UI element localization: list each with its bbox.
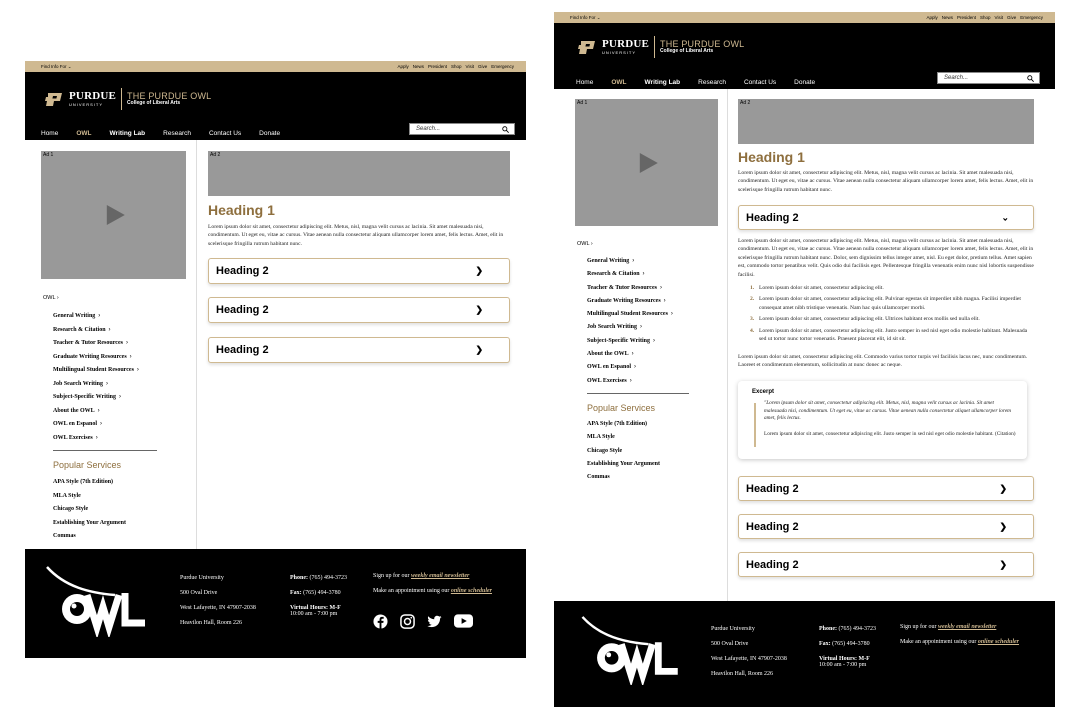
- body-paragraph: Lorem ipsum dolor sit amet, consectetur adipiscing elit. Metus, nisl, magna velit cursus ac lacinia. Sit amet malesuada nisi, condimentum. Ut eget eu, vitae ac cursus. Vitae aenean nulla consectetur aliquam ullamcorper lorem amet, felis lectus. Amet, elit in scelerisque fringilla rutrum habitant nunc. Dolor, sem dignissim tellus integer amet, nisl. Eu eget dolor, pretium tellus. Amet sapien est, commodo tortor penatibus velit. Quis odio dui facilisis eget. Pellentesque fringilla venenatis enim nunc nisl lobortis suspendisse facilisi.: [738, 238, 1034, 278]
- appointment-text: Make an appointment using our: [373, 588, 450, 594]
- brand-divider: [654, 36, 655, 58]
- utility-link-shop[interactable]: Shop: [980, 15, 991, 20]
- chevron-right-icon: ❯: [475, 265, 483, 276]
- search-placeholder: Search...: [944, 75, 969, 81]
- desktop-layout-collapsed: [25, 61, 526, 658]
- site-header: [25, 72, 526, 140]
- nav-contact-us[interactable]: Contact Us: [208, 130, 242, 137]
- owl-logo[interactable]: [45, 565, 155, 637]
- sidebar-item-job-search[interactable]: Job Search Writing ›: [53, 380, 109, 387]
- sidebar-item-general-writing[interactable]: General Writing ›: [53, 313, 101, 319]
- university-wordmark: UNIVERSITY: [69, 102, 104, 107]
- social-links: [373, 614, 473, 629]
- excerpt-quote-bar: [754, 403, 756, 447]
- search-input[interactable]: [937, 72, 1040, 84]
- accordion-heading: Heading 2: [746, 482, 799, 495]
- play-icon[interactable]: [106, 205, 124, 225]
- popular-item-argument[interactable]: Establishing Your Argument: [587, 460, 661, 467]
- sidebar-item-general-writing[interactable]: General Writing ›: [587, 258, 635, 264]
- excerpt-title: Excerpt: [752, 389, 775, 395]
- newsletter-link[interactable]: weekly email newsletter: [411, 573, 470, 579]
- popular-item-argument[interactable]: Establishing Your Argument: [53, 519, 127, 526]
- list-item: 1. Lorem ipsum dolor sit amet, consectetur adipiscing elit.: [750, 285, 884, 291]
- popular-item-apa[interactable]: APA Style (7th Edition): [587, 421, 648, 427]
- accordion-item[interactable]: [208, 297, 510, 323]
- sidebar: [554, 89, 728, 601]
- nav-contact-us[interactable]: Contact Us: [743, 79, 777, 86]
- accordion-item[interactable]: [738, 552, 1034, 577]
- ad-1-video[interactable]: [575, 99, 718, 226]
- accordion-item[interactable]: [738, 476, 1034, 501]
- nav-donate[interactable]: Donate: [259, 130, 281, 137]
- ad-label: Ad 1: [577, 100, 588, 106]
- nav-home[interactable]: Home: [41, 130, 59, 137]
- site-header: [554, 23, 1055, 89]
- list-item: 4. Lorem ipsum dolor sit amet, consectetur adipiscing elit. Justo semper in sed nisl eget odio molestie habitant. Malesuada sed ut tortor nunc tortor venenatis. Praesent placerat elit, id sit sit.: [750, 327, 1028, 342]
- sidebar-item-owl-espanol[interactable]: OWL en Espanol ›: [53, 421, 103, 427]
- newsletter-link[interactable]: weekly email newsletter: [938, 624, 997, 630]
- utility-bar: [554, 12, 1055, 23]
- excerpt-card: [738, 381, 1027, 459]
- chevron-right-icon: ❯: [475, 344, 483, 355]
- popular-item-chicago[interactable]: Chicago Style: [53, 506, 89, 512]
- search-input[interactable]: [409, 123, 515, 135]
- chevron-right-icon: ❯: [999, 483, 1007, 493]
- utility-link-president[interactable]: President: [957, 15, 977, 20]
- list-item: 2. Lorem ipsum dolor sit amet, consectetur adipiscing elit. Pulvinar egestas sit imperdiet nibh magna. Facilisi imperdiet consequat amet nibh tristique venenatis. Nam hac quis ullamcorper morbi.: [750, 296, 1021, 311]
- footer-address-line: Purdue University: [711, 626, 755, 632]
- footer-contact: [819, 626, 876, 677]
- sidebar-item-job-search[interactable]: Job Search Writing ›: [587, 324, 643, 331]
- site-footer: [25, 549, 526, 658]
- sidebar-item-subject-specific[interactable]: Subject-Specific Writing ›: [53, 394, 121, 400]
- sidebar-item-research-citation[interactable]: Research & Citation ›: [53, 326, 111, 333]
- college-name: College of Liberal Arts: [127, 100, 181, 107]
- popular-item-mla[interactable]: MLA Style: [587, 434, 615, 441]
- sidebar-item-multilingual[interactable]: Multilingual Student Resources ›: [587, 311, 673, 318]
- accordion-item-expanded[interactable]: [738, 205, 1034, 230]
- ad-label: Ad 1: [43, 152, 54, 158]
- brand-logo[interactable]: [578, 36, 744, 58]
- accordion-item[interactable]: [208, 258, 510, 284]
- sidebar-item-owl-exercises[interactable]: OWL Exercises ›: [587, 377, 632, 384]
- purdue-wordmark: PURDUE: [602, 38, 650, 50]
- utility-link-emergency[interactable]: Emergency: [1020, 15, 1043, 20]
- find-info-dropdown[interactable]: Find Info For ⌄: [41, 63, 72, 69]
- sidebar-item-teacher-tutor[interactable]: Teacher & Tutor Resources ›: [53, 340, 128, 346]
- accordion-heading: Heading 2: [746, 211, 799, 224]
- ad-1-video[interactable]: [41, 151, 186, 279]
- footer-links: [900, 624, 1030, 654]
- ad-label: Ad 2: [740, 100, 751, 106]
- popular-services-title: Popular Services: [53, 460, 122, 470]
- nav-research[interactable]: Research: [163, 130, 191, 137]
- intro-paragraph: Lorem ipsum dolor sit amet, consectetur adipiscing elit. Metus, nisl, magna velit cursus ac lacinia. Sit amet malesuada nisi, condimentum. Ut eget eu, vitae ac cursus. Vitae aenean nulla consectetur aliquam ullamcorper lorem amet, felis lectus. Amet, elit in scelerisque fringilla rutrum habitant nunc.: [208, 224, 504, 247]
- nav-writing-lab[interactable]: Writing Lab: [644, 79, 681, 86]
- utility-link-shop[interactable]: Shop: [451, 64, 462, 69]
- hours-value: 10:00 am - 7:00 pm: [819, 662, 867, 668]
- search-placeholder: Search...: [416, 126, 441, 132]
- sidebar-item-graduate-writing[interactable]: Graduate Writing Resources ›: [587, 297, 666, 304]
- footer-address-line: Heavilon Hall, Room 226: [711, 671, 773, 677]
- sidebar-item-owl-espanol[interactable]: OWL en Espanol ›: [587, 364, 637, 371]
- ad-label: Ad 2: [210, 152, 221, 158]
- university-wordmark: UNIVERSITY: [602, 50, 637, 55]
- utility-link-news[interactable]: News: [412, 64, 425, 69]
- sidebar-divider: [53, 450, 157, 451]
- utility-link-emergency[interactable]: Emergency: [491, 64, 514, 69]
- nav-owl[interactable]: OWL: [611, 79, 627, 86]
- fax-label: Fax:: [290, 590, 302, 596]
- footer-address-line: West Lafayette, IN 47907-2038: [180, 605, 256, 611]
- nav-writing-lab[interactable]: Writing Lab: [109, 130, 146, 137]
- scheduler-link[interactable]: online scheduler: [977, 639, 1019, 645]
- desktop-layout-expanded: [554, 12, 1055, 707]
- utility-links: [397, 64, 514, 69]
- find-info-dropdown[interactable]: Find Info For ⌄: [570, 14, 601, 20]
- owl-title: THE PURDUE OWL: [660, 38, 745, 49]
- nav-owl[interactable]: OWL: [76, 130, 92, 137]
- chevron-down-icon: ⌄: [1001, 212, 1009, 222]
- footer-contact: [290, 575, 347, 626]
- sidebar-menu: [53, 310, 139, 445]
- utility-link-apply[interactable]: Apply: [926, 15, 938, 20]
- popular-services-list: [53, 476, 126, 544]
- play-icon[interactable]: [639, 153, 657, 173]
- list-item: 3. Lorem ipsum dolor sit amet, consectetur adipiscing elit. Ultrices habitant eros mollis sed nulla elit.: [750, 316, 980, 323]
- hours-label: Virtual Hours: M-F: [290, 605, 341, 611]
- after-list-paragraph: Lorem ipsum dolor sit amet, consectetur adipiscing elit. Commodo varius tortor turpis vel facilisis lacus nec, nunc condimentum. Laoreet et condimentum elementum, sollicitudin at nunc donec ac neque.: [738, 354, 1028, 369]
- nav-research[interactable]: Research: [698, 79, 726, 86]
- accordion-item[interactable]: [208, 337, 510, 363]
- sidebar-divider: [587, 393, 689, 394]
- utility-link-apply[interactable]: Apply: [397, 64, 409, 69]
- excerpt-quote: "Lorem ipsum dolor sit amet, consectetur adipiscing elit. Metus, nisl, magna velit cursus ac lacinia. Sit amet malesuada nisi, condimentum. Ut eget eu, vitae ac cursus. Vitae aenean nulla consectetur aliquet ullamcorper lorem amet, felis lectus.: [764, 400, 1011, 422]
- popular-services-list: [587, 418, 660, 484]
- excerpt-citation: Lorem ipsum dolor sit amet, consectetur adipiscing elit. Justo semper in sed nisl eget odio molestie habitant. (Citation): [764, 431, 1016, 437]
- ordered-list: [750, 284, 1032, 346]
- search-icon[interactable]: [502, 126, 509, 133]
- fax-number: (765) 494-3780: [303, 590, 341, 596]
- accordion-heading: Heading 2: [216, 265, 269, 277]
- page-heading: Heading 1: [208, 202, 275, 218]
- sidebar: [25, 140, 197, 549]
- brand-logo[interactable]: [45, 88, 211, 110]
- utility-link-give[interactable]: Give: [477, 64, 488, 69]
- nav-home[interactable]: Home: [576, 79, 594, 86]
- sidebar-item-subject-specific[interactable]: Subject-Specific Writing ›: [587, 337, 655, 344]
- fax-label: Fax:: [819, 641, 831, 647]
- purdue-p-icon: [45, 93, 65, 106]
- footer-address-line: Purdue University: [180, 575, 224, 581]
- youtube-icon[interactable]: [454, 614, 473, 629]
- utility-link-president[interactable]: President: [428, 64, 448, 69]
- college-name: College of Liberal Arts: [660, 48, 714, 55]
- purdue-p-icon: [578, 41, 598, 54]
- popular-services-title: Popular Services: [587, 403, 656, 413]
- breadcrumb[interactable]: OWL ›: [577, 241, 593, 247]
- accordion-heading: Heading 2: [216, 304, 269, 316]
- utility-link-visit[interactable]: Visit: [465, 64, 474, 69]
- chevron-right-icon: ❯: [999, 521, 1007, 531]
- accordion-item[interactable]: [738, 514, 1034, 539]
- utility-link-visit[interactable]: Visit: [994, 15, 1003, 20]
- accordion-heading: Heading 2: [746, 558, 799, 571]
- search-icon[interactable]: [1027, 75, 1034, 82]
- sidebar-item-owl-exercises[interactable]: OWL Exercises ›: [53, 434, 98, 441]
- owl-logo[interactable]: [580, 615, 688, 685]
- hours-value: 10:00 am - 7:00 pm: [290, 611, 338, 617]
- utility-links: [926, 15, 1043, 20]
- accordion-heading: Heading 2: [746, 520, 799, 533]
- popular-item-chicago[interactable]: Chicago Style: [587, 447, 623, 454]
- footer-address-line: 500 Oval Drive: [180, 590, 218, 596]
- site-footer: [554, 601, 1055, 707]
- footer-address-line: Heavilon Hall, Room 226: [180, 620, 242, 626]
- footer-links: [373, 573, 503, 603]
- utility-link-give[interactable]: Give: [1006, 15, 1017, 20]
- phone-number[interactable]: (765) 494-3723: [838, 626, 876, 632]
- footer-address-line: West Lafayette, IN 47907-2038: [711, 656, 787, 662]
- ad-2-banner[interactable]: [738, 99, 1034, 144]
- sidebar-menu: [587, 255, 673, 388]
- facebook-icon[interactable]: [373, 614, 388, 629]
- utility-bar: [25, 61, 526, 72]
- main-nav: [41, 130, 298, 137]
- popular-item-apa[interactable]: APA Style (7th Edition): [53, 479, 114, 485]
- scheduler-link[interactable]: online scheduler: [450, 588, 492, 594]
- chevron-right-icon: ❯: [475, 304, 483, 315]
- hours-label: Virtual Hours: M-F: [819, 656, 870, 662]
- utility-link-news[interactable]: News: [941, 15, 954, 20]
- accordion-heading: Heading 2: [216, 344, 269, 356]
- phone-label: Phone:: [819, 626, 837, 632]
- sidebar-item-about-owl[interactable]: About the OWL ›: [53, 407, 100, 414]
- popular-item-commas[interactable]: Commas: [587, 474, 610, 481]
- popular-item-commas[interactable]: Commas: [53, 533, 76, 539]
- brand-divider: [121, 88, 122, 110]
- chevron-right-icon: ❯: [999, 559, 1007, 569]
- nav-donate[interactable]: Donate: [794, 79, 816, 86]
- intro-paragraph: Lorem ipsum dolor sit amet, consectetur adipiscing elit. Metus, nisl, magna velit cursus ac lacinia. Sit amet malesuada nisi, condimentum. Ut eget eu, vitae ac cursus. Vitae aenean nulla consectetur aliquam ullamcorper lorem amet, felis lectus. Amet, elit in scelerisque fringilla rutrum habitant nunc.: [738, 170, 1034, 193]
- footer-address: [711, 626, 787, 686]
- sidebar-item-graduate-writing[interactable]: Graduate Writing Resources ›: [53, 353, 132, 360]
- purdue-wordmark: PURDUE: [69, 90, 117, 102]
- ad-2-banner[interactable]: [208, 151, 510, 196]
- footer-address: [180, 575, 256, 635]
- breadcrumb[interactable]: OWL ›: [43, 295, 59, 301]
- newsletter-text: Sign up for our: [373, 573, 410, 579]
- page-heading: Heading 1: [738, 149, 805, 165]
- owl-title: THE PURDUE OWL: [127, 90, 212, 101]
- appointment-text: Make an appointment using our: [900, 639, 977, 645]
- sidebar-item-multilingual[interactable]: Multilingual Student Resources ›: [53, 367, 139, 373]
- instagram-icon[interactable]: [400, 614, 415, 629]
- footer-address-line: 500 Oval Drive: [711, 641, 749, 647]
- sidebar-item-teacher-tutor[interactable]: Teacher & Tutor Resources ›: [587, 284, 662, 291]
- sidebar-item-about-owl[interactable]: About the OWL ›: [587, 351, 634, 358]
- popular-item-mla[interactable]: MLA Style: [53, 492, 81, 499]
- main-nav: [576, 79, 833, 86]
- twitter-icon[interactable]: [427, 614, 442, 629]
- sidebar-item-research-citation[interactable]: Research & Citation ›: [587, 271, 645, 278]
- phone-number[interactable]: (765) 494-3723: [309, 575, 347, 581]
- fax-number: (765) 494-3780: [832, 641, 870, 647]
- newsletter-text: Sign up for our: [900, 624, 937, 630]
- phone-label: Phone:: [290, 575, 308, 581]
